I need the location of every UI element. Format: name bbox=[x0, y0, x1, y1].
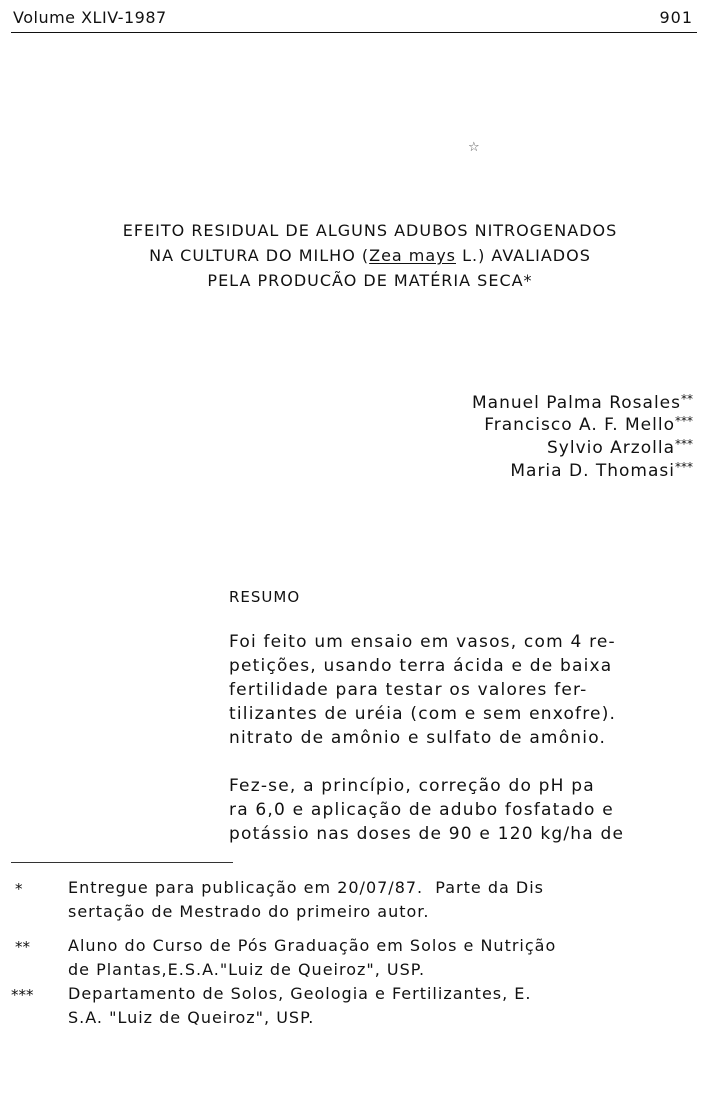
author: Sylvio Arzolla*** bbox=[547, 437, 693, 458]
abstract-line: fertilidade para testar os valores fer- bbox=[229, 680, 588, 700]
abstract-line: tilizantes de uréia (com e sem enxofre). bbox=[229, 704, 617, 724]
abstract-line: ra 6,0 e aplicação de adubo fosfatado e bbox=[229, 800, 614, 820]
abstract-line: Foi feito um ensaio em vasos, com 4 re- bbox=[229, 632, 616, 652]
title-line-1: EFEITO RESIDUAL DE ALGUNS ADUBOS NITROGENADOS bbox=[122, 221, 618, 240]
footnote-line: Aluno do Curso de Pós Graduação em Solos e Nutrição bbox=[68, 936, 557, 955]
footnote-line: sertação de Mestrado do primeiro autor. bbox=[68, 902, 430, 921]
abstract-line: petições, usando terra ácida e de baixa bbox=[229, 656, 613, 676]
title-line-2: NA CULTURA DO MILHO (Zea mays L.) AVALIADOS bbox=[149, 246, 591, 265]
footnote-line: S.A. "Luiz de Queiroz", USP. bbox=[68, 1008, 315, 1027]
running-header bbox=[11, 8, 697, 33]
author: Francisco A. F. Mello*** bbox=[484, 414, 693, 435]
footnote-rule bbox=[11, 862, 233, 863]
footnote-marker: *** bbox=[11, 986, 34, 1004]
abstract-heading: RESUMO bbox=[229, 588, 301, 606]
footnote-marker: ** bbox=[15, 938, 30, 956]
star-mark-icon: ☆ bbox=[468, 140, 480, 155]
abstract-line: Fez-se, a princípio, correção do pH pa bbox=[229, 776, 595, 796]
author: Manuel Palma Rosales** bbox=[472, 392, 693, 413]
abstract-line: nitrato de amônio e sulfato de amônio. bbox=[229, 728, 607, 748]
footnote-line: de Plantas,E.S.A."Luiz de Queiroz", USP. bbox=[68, 960, 426, 979]
journal-volume: Volume XLIV-1987 bbox=[13, 8, 167, 27]
page-number: 901 bbox=[659, 8, 693, 27]
author: Maria D. Thomasi*** bbox=[510, 460, 693, 481]
title-line-3: PELA PRODUCÃO DE MATÉRIA SECA* bbox=[207, 271, 533, 290]
abstract-line: potássio nas doses de 90 e 120 kg/ha de bbox=[229, 824, 625, 844]
footnote-marker: * bbox=[15, 880, 23, 898]
footnote-line: Departamento de Solos, Geologia e Fertilizantes, E. bbox=[68, 984, 532, 1003]
footnote-line: Entregue para publicação em 20/07/87. Parte da Dis bbox=[68, 878, 544, 897]
species-name: Zea mays bbox=[369, 246, 456, 265]
